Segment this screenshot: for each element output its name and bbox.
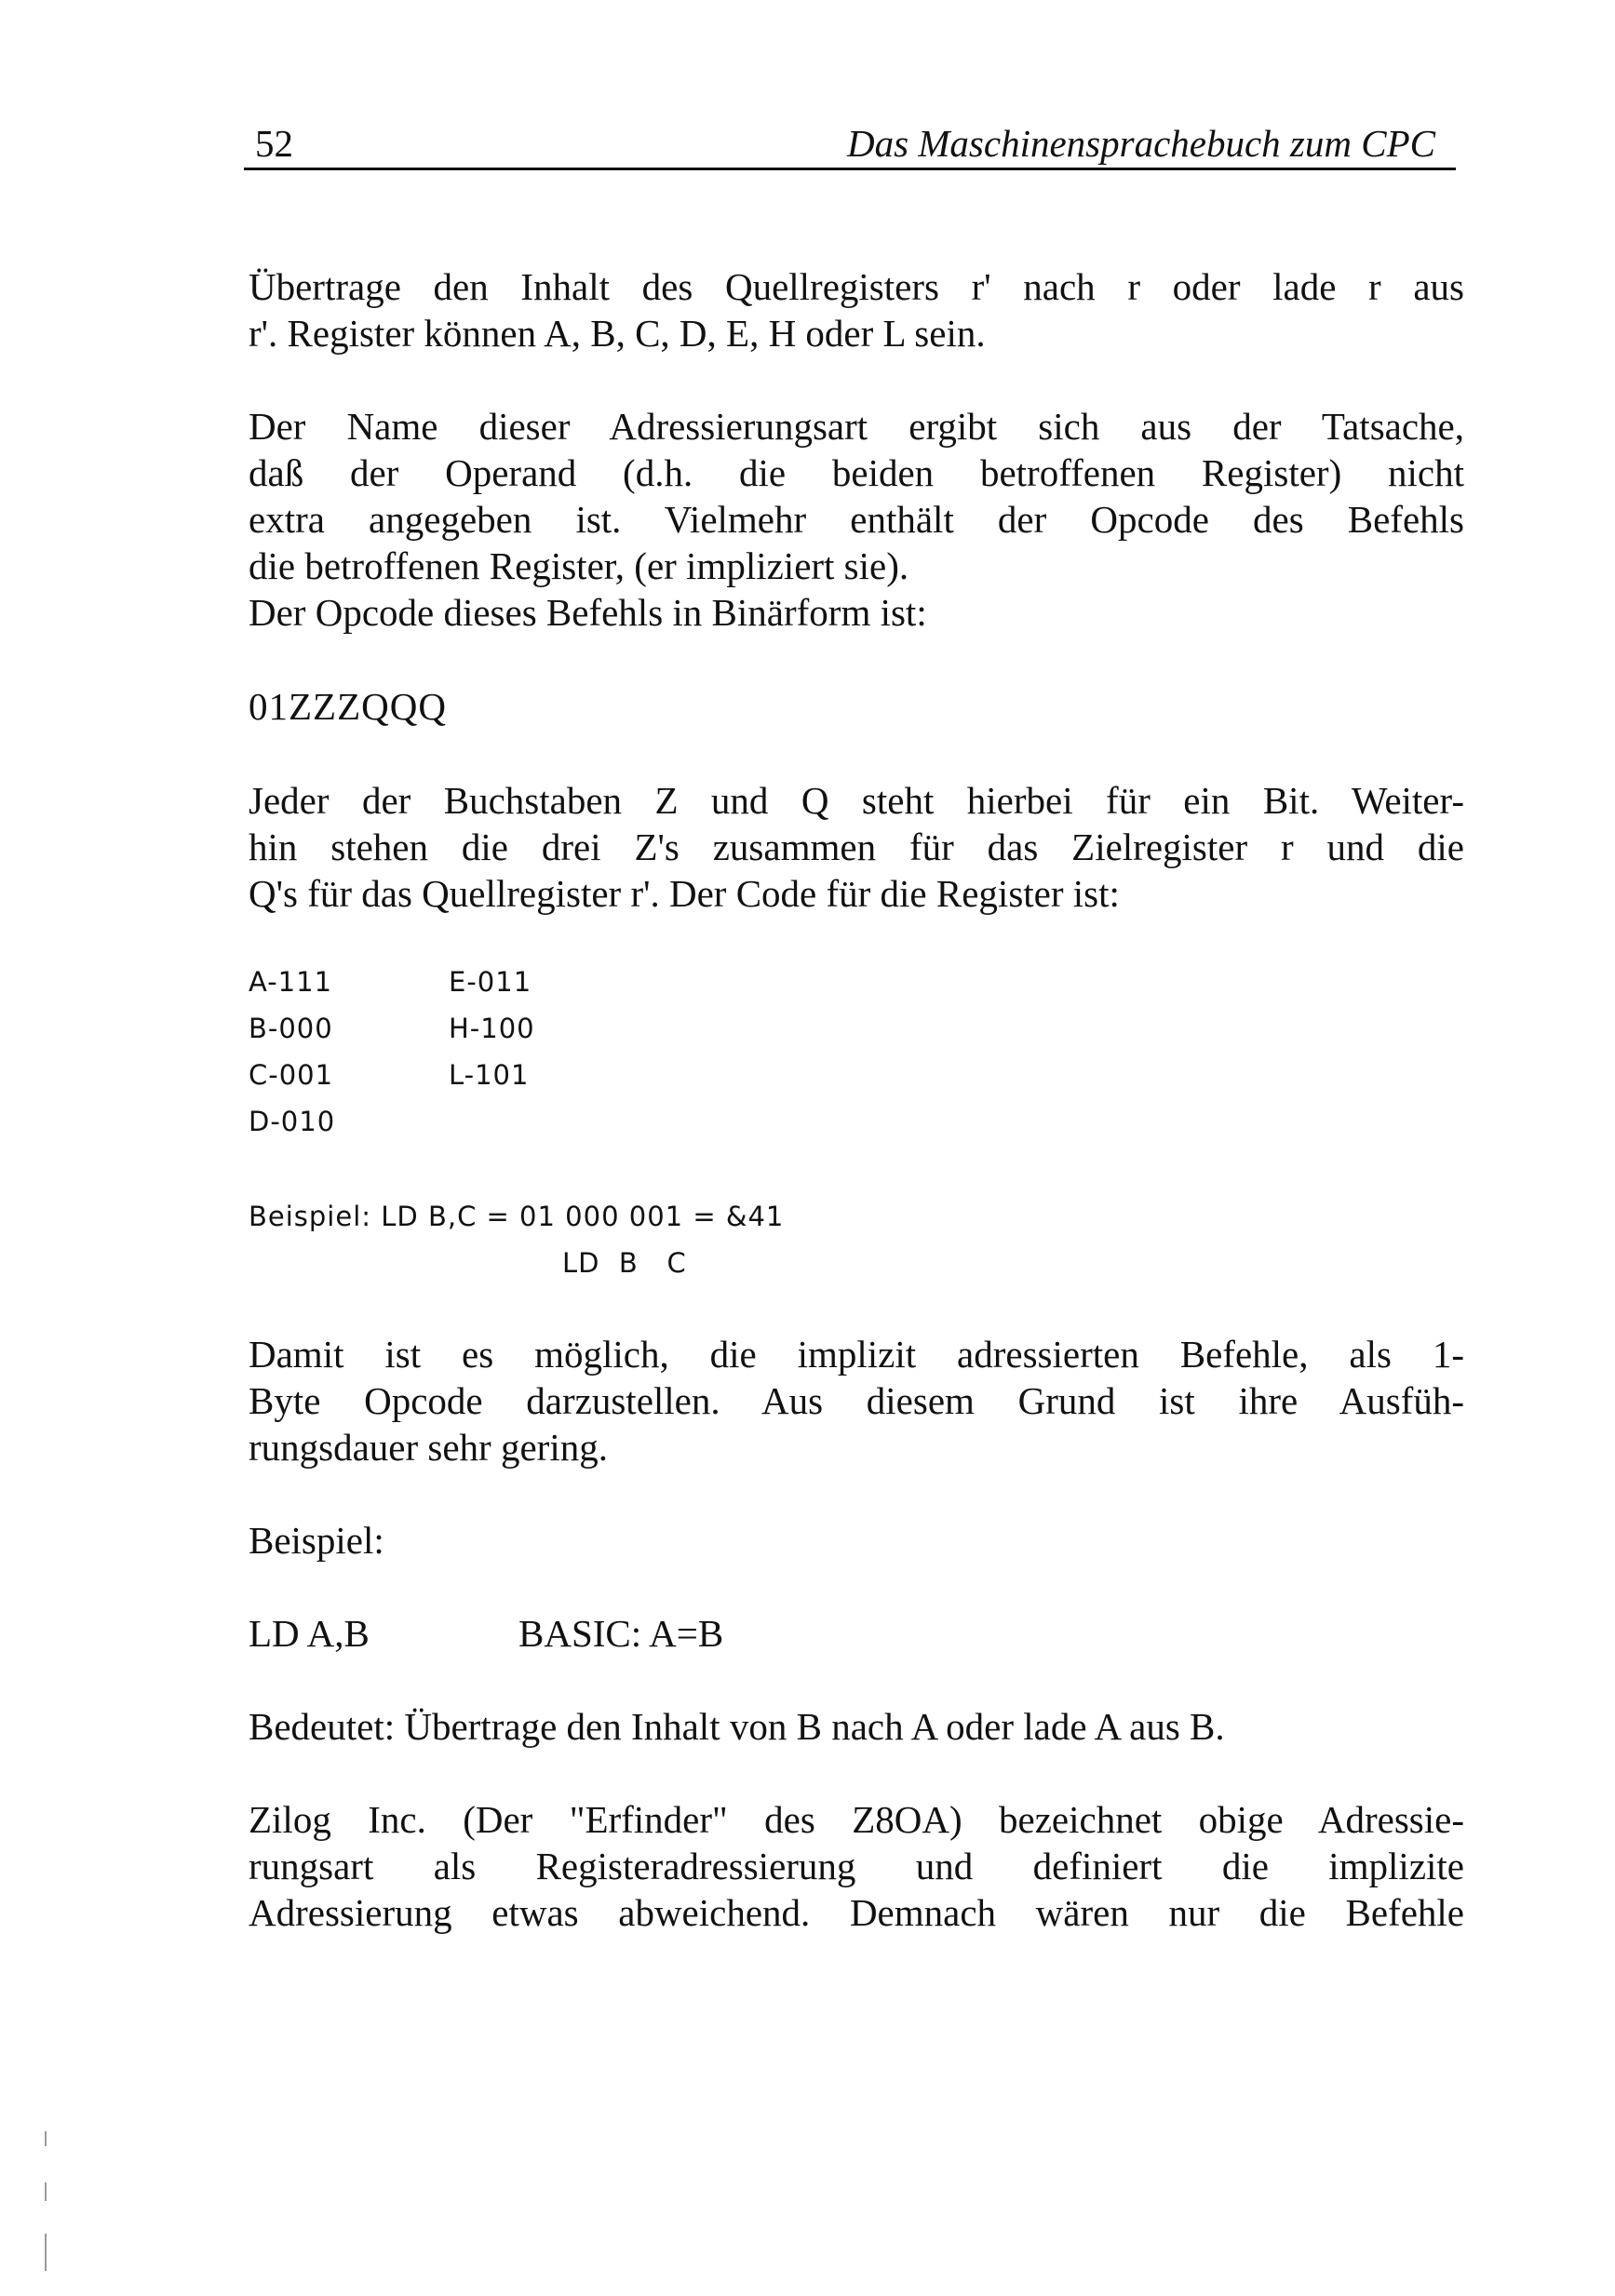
scan-artifact — [45, 2131, 47, 2146]
text-line: Adressierung etwas abweichend. Demnach wären nur die Befehle — [249, 1891, 1464, 1934]
example-label: Beispiel: — [249, 1519, 384, 1562]
text-line: Der Name dieser Adressierungsart ergibt sich aus der Tatsache, — [249, 405, 1464, 448]
example-instruction-code: LD A,B — [249, 1612, 370, 1655]
text-line: die betroffenen Register, (er impliziert sie). — [249, 544, 909, 587]
text-line: r'. Register können A, B, C, D, E, H oder L sein. — [249, 312, 986, 355]
text-line: Q's für das Quellregister r'. Der Code für die Register ist: — [249, 872, 1120, 915]
text-line: Byte Opcode darzustellen. Aus diesem Grund ist ihre Ausfüh- — [249, 1379, 1464, 1422]
text-line: Damit ist es möglich, die implizit adressierten Befehle, als 1- — [249, 1333, 1464, 1376]
page-header — [244, 119, 1456, 170]
code-example-line: Beispiel: LD B,C = 01 000 001 = &41 — [249, 1201, 785, 1232]
register-code: H-100 — [449, 1013, 535, 1044]
paragraph-zilog — [249, 1796, 1464, 1936]
paragraph-addressing-name — [249, 403, 1464, 636]
text-line: rungsart als Registeradressierung und definiert die implizite — [249, 1845, 1464, 1887]
text-line: Jeder der Buchstaben Z und Q steht hierbei für ein Bit. Weiter- — [249, 779, 1464, 822]
text-line: Zilog Inc. (Der "Erfinder" des Z8OA) bezeichnet obige Adressie- — [249, 1798, 1464, 1841]
register-code: B-000 — [249, 1013, 333, 1044]
example-basic-equivalent: BASIC: A=B — [518, 1612, 724, 1655]
text-line: extra angegeben ist. Vielmehr enthält der Opcode des Befehls — [249, 498, 1464, 541]
text-line: Übertrage den Inhalt des Quellregisters r' nach r oder lade r aus — [249, 265, 1464, 308]
text-line: rungsdauer sehr gering. — [249, 1426, 608, 1469]
register-code: A-111 — [249, 966, 333, 998]
running-title: Das Maschinensprachebuch zum CPC — [846, 122, 1435, 165]
paragraph-transfer — [249, 263, 1464, 356]
text-line: Der Opcode dieses Befehls in Binärform ist: — [249, 591, 927, 634]
register-code: C-001 — [249, 1059, 334, 1091]
text-line: daß der Operand (d.h. die beiden betroffenen Register) nicht — [249, 451, 1464, 494]
register-code: E-011 — [449, 966, 532, 998]
meaning-line: Bedeutet: Übertrage den Inhalt von B nach A oder lade A aus B. — [249, 1705, 1225, 1748]
code-example-annotation: LD B C — [562, 1247, 687, 1279]
scan-artifact — [45, 2234, 47, 2271]
register-code: L-101 — [449, 1059, 530, 1091]
paragraph-one-byte-opcode — [249, 1331, 1464, 1470]
text-line: hin stehen die drei Z's zusammen für das Zielregister r und die — [249, 826, 1464, 868]
paragraph-bit-explanation — [249, 777, 1464, 917]
register-code: D-010 — [249, 1106, 336, 1137]
page-number: 52 — [255, 122, 293, 165]
opcode-binary: 01ZZZQQQ — [249, 685, 447, 728]
scan-artifact — [45, 2182, 47, 2201]
